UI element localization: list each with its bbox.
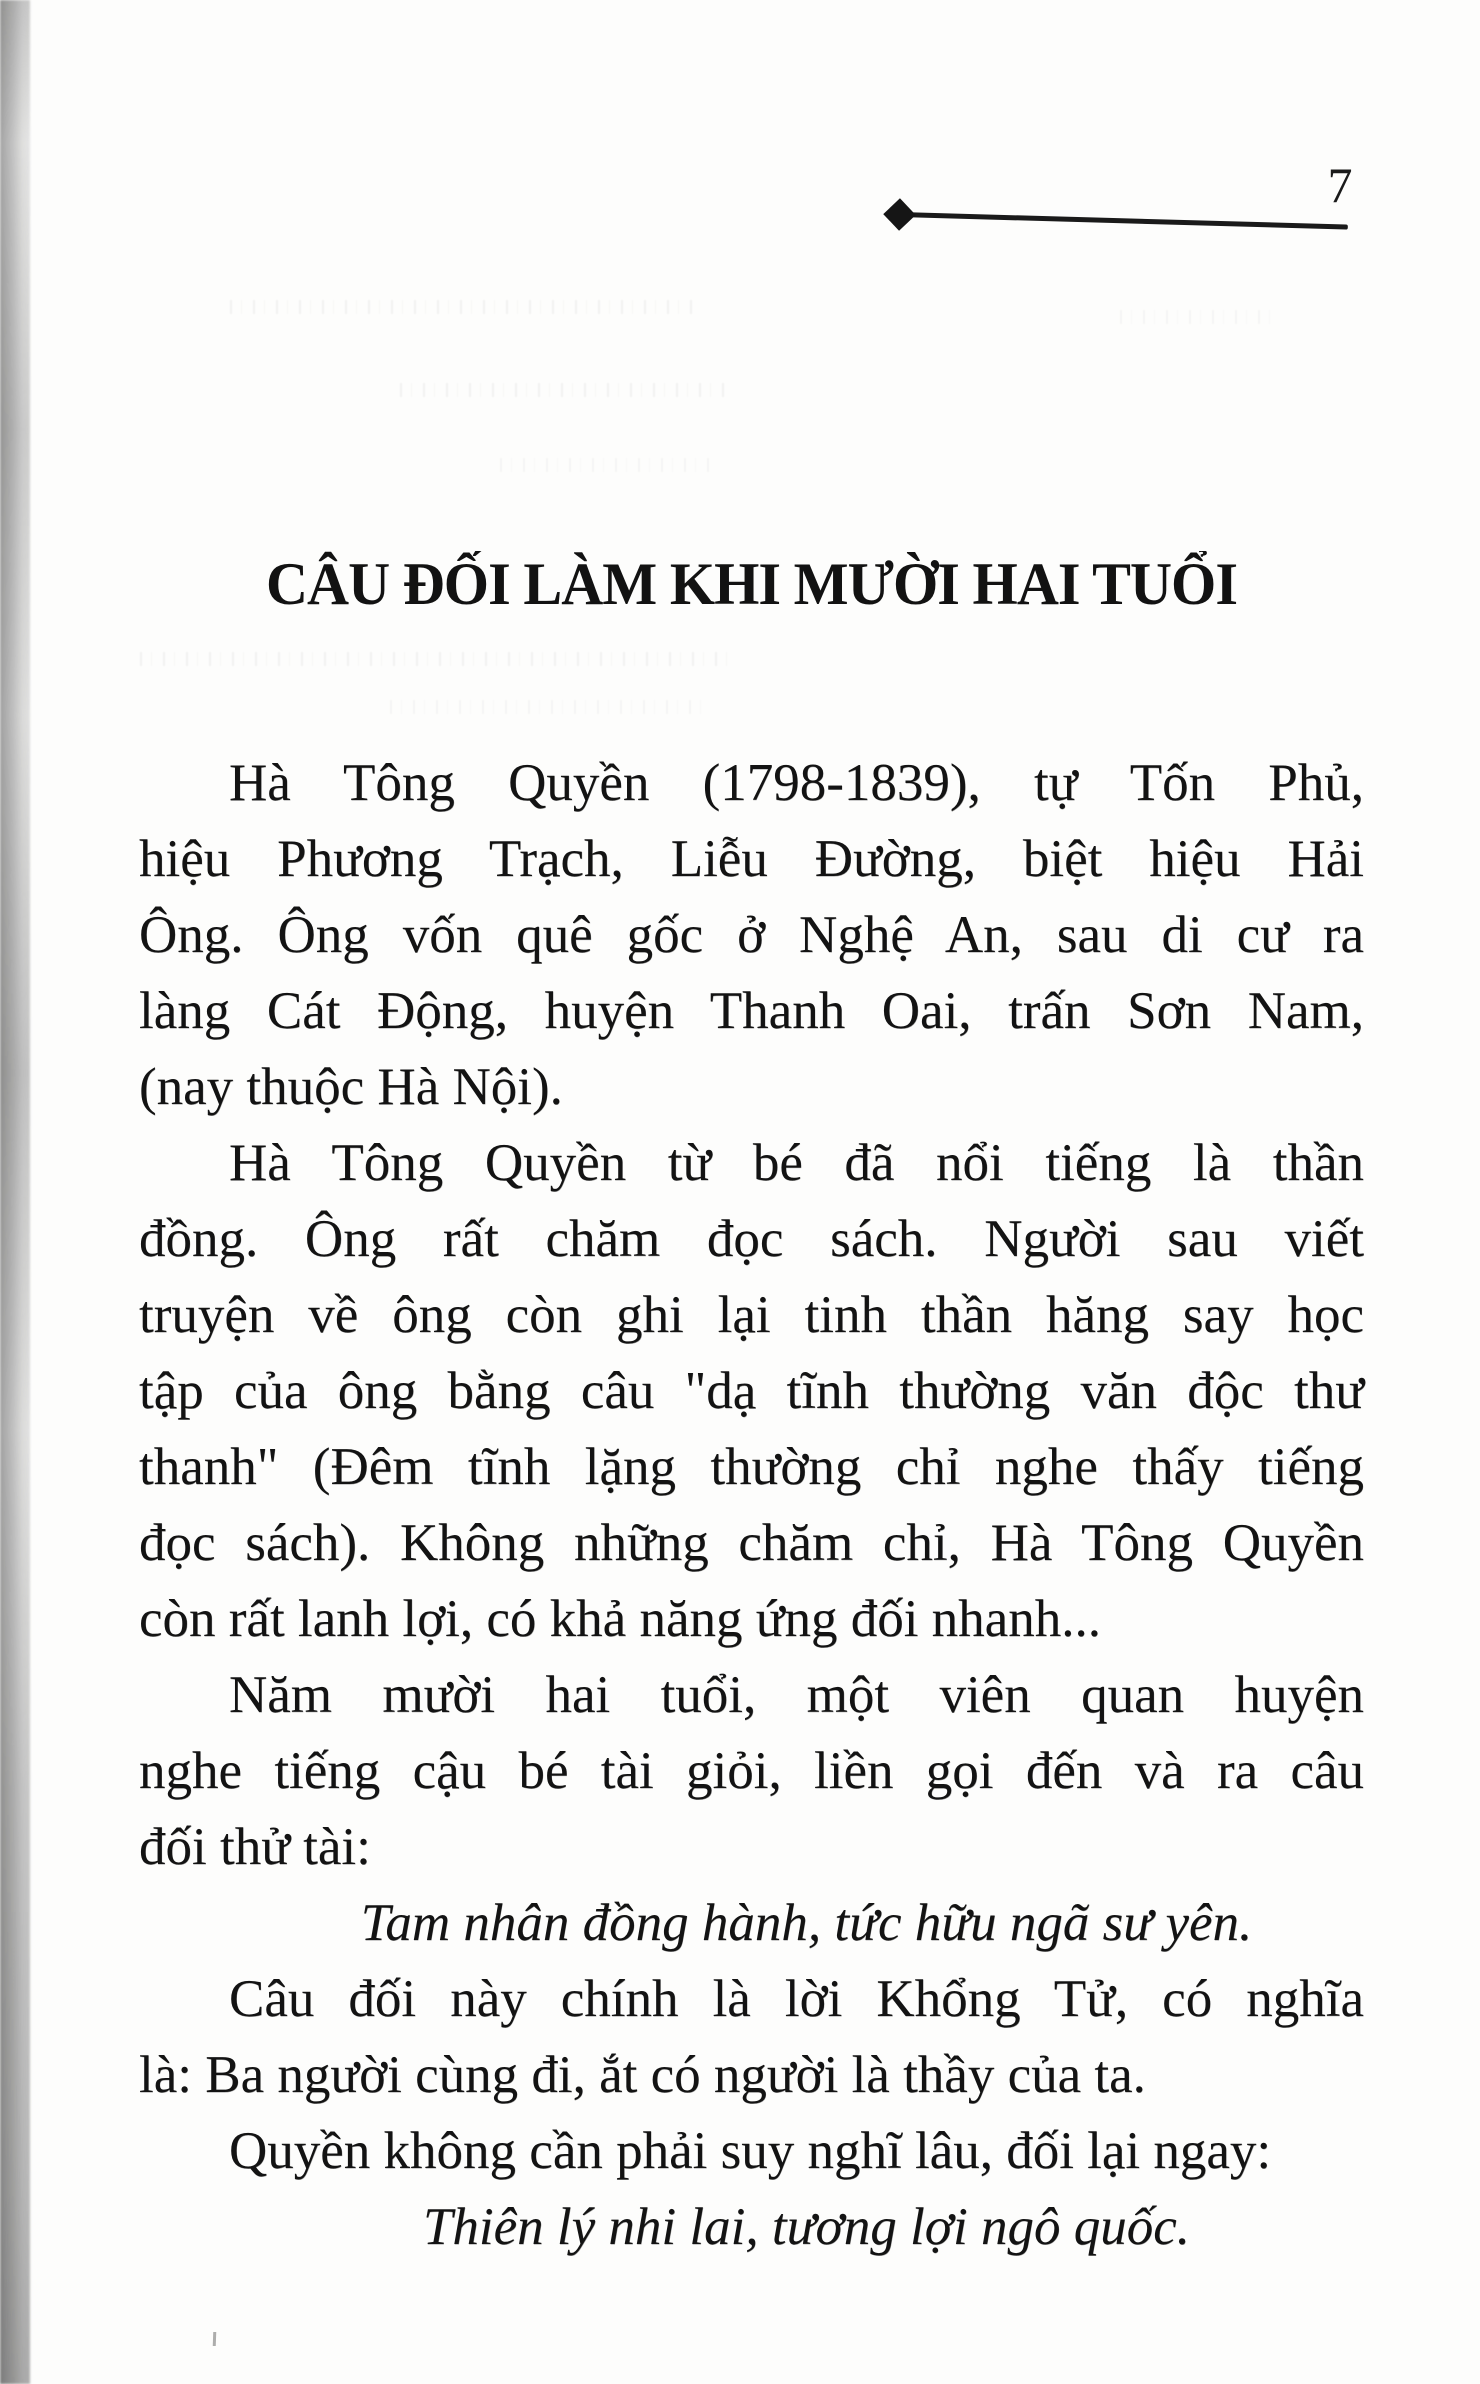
text-line: tập của ông bằng câu "dạ tĩnh thường văn độc thư <box>139 1362 1364 1420</box>
text-line: là: Ba người cùng đi, ắt có người là thầy của ta. <box>139 2046 1146 2104</box>
ghost-text-artifact <box>230 300 700 314</box>
text-line: đồng. Ông rất chăm đọc sách. Người sau viết <box>139 1210 1364 1268</box>
text-line: đọc sách). Không những chăm chỉ, Hà Tông Quyền <box>139 1514 1364 1572</box>
scan-gutter-shadow <box>0 0 30 2384</box>
text-line: (nay thuộc Hà Nội). <box>139 1058 563 1116</box>
text-line: hiệu Phương Trạch, Liễu Đường, biệt hiệu Hải <box>139 830 1364 888</box>
text-line: còn rất lanh lợi, có khả năng ứng đối nhanh... <box>139 1590 1101 1648</box>
diamond-ornament-icon <box>883 198 916 231</box>
text-line: Quyền không cần phải suy nghĩ lâu, đối lại ngay: <box>229 2122 1272 2180</box>
ghost-text-artifact <box>400 383 730 397</box>
text-line: nghe tiếng cậu bé tài giỏi, liền gọi đến và ra câu <box>139 1742 1364 1800</box>
ghost-text-artifact <box>140 652 730 666</box>
text-line: Ông. Ông vốn quê gốc ở Nghệ An, sau di cư ra <box>139 906 1364 964</box>
text-line: truyện về ông còn ghi lại tinh thần hăng say học <box>139 1286 1364 1344</box>
text-line: Câu đối này chính là lời Khổng Tử, có nghĩa <box>229 1970 1364 2028</box>
ghost-text-artifact <box>390 700 710 714</box>
scan-speck-artifact <box>213 2332 216 2346</box>
body-text <box>139 745 1364 2265</box>
text-line: làng Cát Động, huyện Thanh Oai, trấn Sơn Nam, <box>139 982 1364 1040</box>
text-line: Hà Tông Quyền từ bé đã nổi tiếng là thần <box>229 1134 1364 1192</box>
text-line: Tam nhân đồng hành, tức hữu ngã sư yên. <box>360 1894 1253 1952</box>
text-line: Năm mười hai tuổi, một viên quan huyện <box>229 1666 1364 1724</box>
ghost-text-artifact <box>1120 310 1280 324</box>
ghost-text-artifact <box>500 458 710 472</box>
text-line: thanh" (Đêm tĩnh lặng thường chỉ nghe thấy tiếng <box>139 1438 1364 1496</box>
chapter-title: CÂU ĐỐI LÀM KHI MƯỜI HAI TUỔI <box>265 551 1238 618</box>
page-number: 7 <box>1327 157 1353 213</box>
header-rule <box>898 212 1348 230</box>
text-line: Thiên lý nhi lai, tương lợi ngô quốc. <box>422 2198 1191 2256</box>
text-line: Hà Tông Quyền (1798-1839), tự Tốn Phủ, <box>229 754 1364 812</box>
text-line: đối thử tài: <box>139 1818 371 1876</box>
